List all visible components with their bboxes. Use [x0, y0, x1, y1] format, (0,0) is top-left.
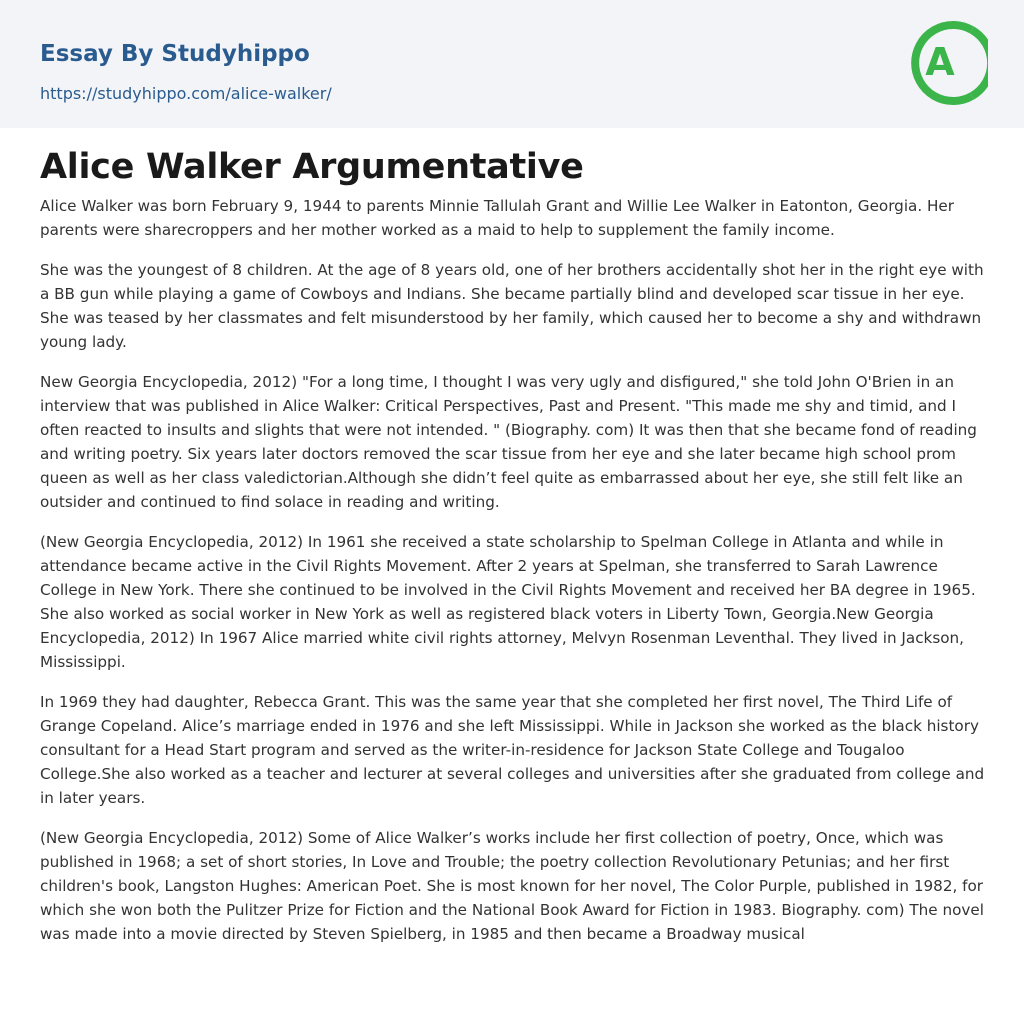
page-title: Alice Walker Argumentative: [40, 147, 584, 187]
logo-letter: A: [925, 40, 955, 84]
site-title[interactable]: Essay By Studyhippo: [40, 41, 310, 67]
essay-url-link[interactable]: https://studyhippo.com/alice-walker/: [40, 84, 332, 103]
essay-paragraph-4: (New Georgia Encyclopedia, 2012) In 1961 she received a state scholarship to Spelman College in Atlanta and while in attendance became active in the Civil Rights Movement. After 2 years at Spelman, she transferred to Sarah Lawrence College in New York. There she continued to be involved in the Civil Rights Movement and received her BA degree in 1965. She also worked as social worker in New York as well as registered black voters in Liberty Town, Georgia.New Georgia Encyclopedia, 2012) In 1967 Alice married white civil rights attorney, Melvyn Rosenman Leventhal. They lived in Jackson, Mississippi.: [40, 533, 976, 671]
essay-paragraph-2: She was the youngest of 8 children. At the age of 8 years old, one of her brothers accidentally shot her in the right eye with a BB gun while playing a game of Cowboys and Indians. She became partially blind and developed scar tissue in her eye. She was teased by her classmates and felt misunderstood by her family, which caused her to become a shy and withdrawn young lady.: [40, 261, 984, 351]
studyhippo-logo-icon[interactable]: [910, 18, 988, 108]
essay-paragraph-3: New Georgia Encyclopedia, 2012) "For a long time, I thought I was very ugly and disfigured," she told John O'Brien in an interview that was published in Alice Walker: Critical Perspectives, Past and Present. "This made me shy and timid, and I often reacted to insults and slights that were not intended. " (Biography. com) It was then that she became fond of reading and writing poetry. Six years later doctors removed the scar tissue from her eye and she later became high school prom queen as well as her class valedictorian.Although she didn’t feel quite as embarrassed about her eye, she still felt like an outsider and continued to find solace in reading and writing.: [40, 373, 977, 511]
essay-paragraph-1: Alice Walker was born February 9, 1944 to parents Minnie Tallulah Grant and Willie Lee Walker in Eatonton, Georgia. Her parents were sharecroppers and her mother worked as a maid to help to supplement the family income.: [40, 197, 955, 239]
essay-paragraph-6: (New Georgia Encyclopedia, 2012) Some of Alice Walker’s works include her first collection of poetry, Once, which was published in 1968; a set of short stories, In Love and Trouble; the poetry collection Revolutionary Petunias; and her first children's book, Langston Hughes: American Poet. She is most known for her novel, The Color Purple, published in 1982, for which she won both the Pulitzer Prize for Fiction and the National Book Award for Fiction in 1983. Biography. com) The novel was made into a movie directed by Steven Spielberg, in 1985 and then became a Broadway musical: [40, 829, 984, 943]
site-header: [0, 0, 1024, 128]
essay-content: [40, 142, 986, 962]
essay-paragraph-5: In 1969 they had daughter, Rebecca Grant. This was the same year that she completed her first novel, The Third Life of Grange Copeland. Alice’s marriage ended in 1976 and she left Mississippi. While in Jackson she worked as the black history consultant for a Head Start program and served as the writer-in-residence for Jackson State College and Tougaloo College.She also worked as a teacher and lecturer at several colleges and universities after she graduated from college and in later years.: [40, 693, 985, 807]
